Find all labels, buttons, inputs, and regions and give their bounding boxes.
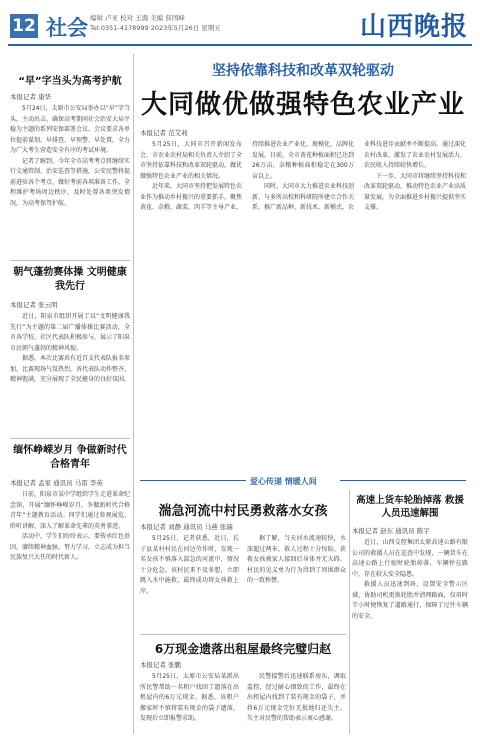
lead-paragraph: 5月25日，大同市召开新闻发布会，市农业农村局相关负责人介绍了全市坚持依靠科技和改革双轮驱动，做优做强特色农业产业的相关情况。 [140, 141, 243, 180]
article7-byline: 本报记者 张鹏 [140, 661, 182, 669]
article3-paragraph: 活动中，学生们纷纷表示，要传承红色基因，赓续精神血脉，努力学习，立志成为担当民族复兴大任的时代新人。 [10, 533, 130, 561]
article5-title: 湍急河流中村民勇救落水女孩 [158, 504, 328, 519]
article2-byline: 本报记者 张云明 [10, 301, 58, 309]
lead-byline: 本报记者 范艾莉 [140, 129, 188, 137]
section-name: 社会 [46, 15, 88, 40]
article1-paragraph: 记者了解到，今年全市高考考点将继续实行交通管制、治安巡查等措施，公安民警将提前进驻各个考点，做好考前各项准备工作，全程维护考场周边秩序，及时处置各类突发情况，为高考保驾护航。 [10, 157, 130, 207]
article6-paragraph: 救援人员迅速到场，设置安全警示区域，协助司机更换轮胎并清理路面，仅用时半小时便恢复了道路通行，保障了过往车辆的安全。 [352, 581, 468, 620]
section-rule [10, 260, 130, 261]
section-rule [140, 634, 346, 635]
lead-paragraph: 同时，大同市大力推进农业科技创新，与多所高校和科研院所建立合作关系，推广新品种、新技术、新模式，农业科技进步贡献率不断提高。通过深化农村改革，激发了农业农村发展活力，农民收入持续较快增长。 [252, 141, 466, 211]
column-divider [133, 54, 134, 734]
article7-paragraph: 5月25日，太原市公安局某派出所民警帮助一名租户找回了遗落在出租屋内的6万元现金。据悉，该租户搬家时不慎将装有现金的袋子遗落，发现后立即报警求助。 [140, 673, 239, 722]
lead-paragraph: 近年来，大同市坚持把发展特色农业作为推动乡村振兴的重要抓手，聚焦黄花、杂粮、蔬菜、肉羊等主导产业，持续推进农业产业化、规模化、品牌化发展。目前，全市黄花种植面积已达到26万亩，杂粮种植面积稳定在300万亩以上。 [140, 141, 355, 211]
article6-paragraph: 近日，山西交控集团太原高速公路有限公司的救援人员在巡查中发现，一辆货车在高速公路上行驶时轮胎掉落，车辆停在路中，存在较大安全隐患。 [352, 539, 468, 578]
phone-date: Tel:0351-4178999 2023年5月26日 星期五 [90, 24, 221, 32]
article3-title [10, 444, 130, 472]
article2-paragraph: 近日，阳泉市组织开展了以“文明健康我先行”为主题的第二届广播体操比赛活动，全市各学校、社区代表队积极参与，展示了阳泉市民朝气蓬勃的精神风貌。 [10, 313, 130, 352]
article3-byline: 本报记者 孟家 通讯员 马雷 李英 [10, 479, 103, 487]
article7-paragraph: 民警接警后迅速联系房东，调取监控，经过耐心细致的工作，最终在出租屋内找到了装有现金的袋子，并将6万元现金完好无损地归还失主。失主对民警的帮助表示衷心感谢。 [247, 673, 346, 722]
article2-paragraph: 据悉，本次比赛共有近百支代表队报名参加，比赛现场气氛热烈，各代表队动作整齐、精神饱满，充分展现了全民健身的良好氛围。 [10, 355, 130, 383]
rubric-line-left [140, 480, 246, 481]
article3-title-text: 缅怀峥嵘岁月 争做新时代合格青年 [13, 445, 127, 470]
article6-byline: 本报记者 赵东 通讯员 陈宇 [352, 527, 430, 535]
article5-paragraph: 据了解，当天河水流速较快，水深超过两米，救人过程十分惊险。获救女孩被家人接回后身体并无大碍。村民的见义勇为行为得到了周围群众的一致称赞。 [247, 535, 346, 584]
article3-paragraph: 日前，阳泉市某中学组织学生走进革命纪念馆，开展“缅怀峥嵘岁月，争做新时代合格青年”主题教育活动。同学们通过参观展览、聆听讲解，深入了解革命先辈的英勇事迹。 [10, 491, 130, 530]
section-rule [10, 438, 130, 439]
rubric-line-right [340, 480, 466, 481]
editor-credits: 编辑 卢亚 校对 王源 美编 薛国峰 [90, 14, 185, 22]
article6-title: 高速上货车轮胎掉落 救援人员迅速解围 [356, 495, 464, 519]
page-number: 12 [10, 14, 38, 38]
article7-body [140, 672, 346, 734]
lead-body [140, 140, 466, 468]
masthead-info [90, 13, 221, 33]
lead-headline: 大同做优做强特色农业产业 [140, 90, 465, 120]
article2-title [10, 266, 130, 294]
article5-byline: 本报记者 刘静 通讯员 马燕 张瑞 [140, 523, 233, 531]
article1-title: “早”字当头为高考护航 [18, 76, 122, 87]
article2-body [10, 312, 130, 434]
masthead [0, 0, 480, 46]
newspaper-logo: 山西晚报 [359, 12, 468, 42]
masthead-rule [8, 44, 472, 46]
article1-byline: 本报记者 康华 [10, 93, 52, 101]
article6-body [352, 538, 468, 734]
article1-paragraph: 5月24日，太原市公安局举办以“早”字当头，主动出击，确保高考期间社会治安大局平稳为主题的系列安保部署会议。会议要求各单位提前谋划，早排查、早预警、早处置，全力为广大考生营造安全有序的考试环境。 [10, 105, 130, 154]
article7-title: 6万现金遗落出租屋最终完璧归赵 [154, 642, 332, 656]
lead-kicker: 坚持依靠科技和改革双轮驱动 [212, 63, 394, 79]
article5-paragraph: 5月25日，记者获悉，近日，长子县某村村民在河边劳作时，发现一名女孩不慎落入湍急的河流中，情况十分危急。该村民来不及多想，立即跳入水中施救，最终成功将女孩救上岸。 [140, 535, 239, 595]
article5-body [140, 534, 346, 630]
article2-title-text: 朝气蓬勃赛体操 文明健康我先行 [13, 267, 127, 292]
article3-body [10, 490, 130, 734]
rubric-label: 爱心传递 情暖人间 [250, 477, 317, 486]
column-divider [349, 490, 350, 734]
article1-body [10, 104, 130, 256]
lead-paragraph: 下一步，大同市将继续坚持科技和改革双轮驱动，推动特色农业产业高质量发展，为全面推进乡村振兴提供坚实支撑。 [364, 172, 466, 211]
